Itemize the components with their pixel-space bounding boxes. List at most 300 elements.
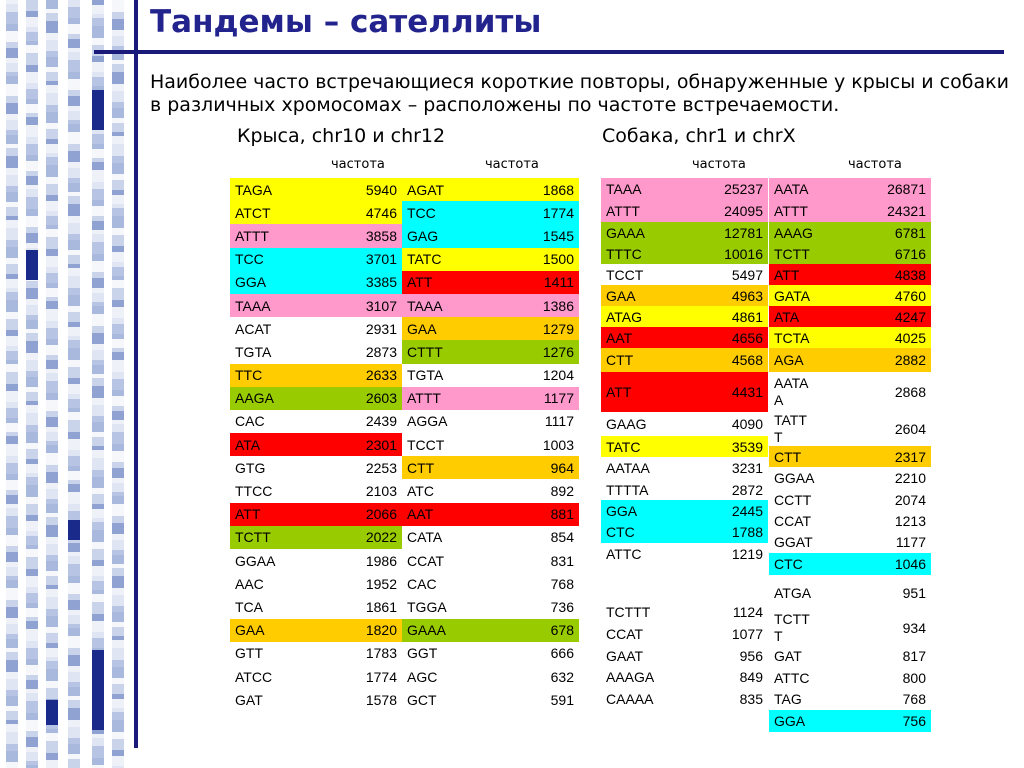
table-row bbox=[230, 271, 402, 294]
table-row bbox=[769, 611, 931, 645]
title-underline bbox=[94, 50, 1004, 54]
repeat-frequency: 956 bbox=[739, 647, 763, 664]
repeat-frequency: 4431 bbox=[731, 384, 763, 400]
repeat-sequence: GGA bbox=[606, 502, 638, 519]
table-row bbox=[769, 264, 931, 285]
repeat-frequency: 4861 bbox=[731, 308, 763, 325]
dog-table-col1 bbox=[601, 178, 768, 710]
repeat-sequence: GGT bbox=[407, 645, 438, 662]
table-row bbox=[601, 623, 768, 645]
repeat-frequency: 2873 bbox=[365, 343, 397, 360]
repeat-sequence: GATA bbox=[774, 287, 811, 304]
repeat-frequency: 2445 bbox=[731, 502, 763, 519]
repeat-sequence: CCAT bbox=[774, 512, 812, 529]
table-row bbox=[769, 327, 931, 348]
table-row bbox=[769, 412, 931, 446]
repeat-frequency: 3107 bbox=[365, 297, 397, 314]
table-row bbox=[230, 178, 402, 201]
repeat-frequency: 4963 bbox=[731, 287, 763, 304]
repeat-sequence: CTT bbox=[606, 352, 634, 368]
rat-col2-freq-label: частота bbox=[485, 157, 539, 172]
table-row bbox=[402, 410, 579, 433]
table-row bbox=[769, 688, 931, 710]
repeat-frequency: 1788 bbox=[731, 524, 763, 540]
repeat-sequence: ATTT bbox=[407, 390, 441, 407]
repeat-frequency: 1386 bbox=[542, 297, 574, 314]
repeat-sequence: GAAG bbox=[606, 416, 647, 432]
repeat-sequence: ATTC bbox=[774, 669, 810, 686]
repeat-frequency: 2103 bbox=[365, 483, 397, 500]
table-row bbox=[230, 201, 402, 224]
repeat-frequency: 831 bbox=[550, 552, 574, 569]
table-row bbox=[769, 710, 931, 732]
repeat-sequence: GAA bbox=[235, 622, 265, 639]
table-row bbox=[601, 306, 768, 327]
repeat-sequence: AGGA bbox=[407, 413, 448, 430]
table-row bbox=[601, 601, 768, 623]
repeat-frequency: 4838 bbox=[894, 266, 926, 283]
dog-heading: Собака, chr1 и chrX bbox=[602, 125, 796, 147]
repeat-frequency: 1124 bbox=[732, 604, 763, 620]
table-row bbox=[230, 688, 402, 711]
repeat-frequency: 736 bbox=[550, 598, 574, 615]
repeat-sequence: TCCT bbox=[606, 266, 644, 283]
repeat-sequence: ATT bbox=[606, 384, 632, 400]
repeat-sequence: TTCC bbox=[235, 483, 273, 500]
repeat-frequency: 25237 bbox=[724, 181, 763, 197]
repeat-frequency: 1774 bbox=[542, 204, 574, 221]
repeat-frequency: 2022 bbox=[365, 529, 397, 546]
repeat-frequency: 6716 bbox=[894, 245, 926, 262]
repeat-sequence: AAT bbox=[606, 329, 633, 346]
gel-lane bbox=[68, 0, 80, 768]
repeat-frequency: 10016 bbox=[724, 245, 763, 262]
repeat-frequency: 2301 bbox=[365, 436, 397, 453]
repeat-frequency: 1774 bbox=[365, 668, 397, 685]
repeat-frequency: 881 bbox=[550, 506, 574, 523]
repeat-sequence: TCC bbox=[235, 251, 264, 268]
repeat-sequence: ATA bbox=[774, 308, 800, 325]
repeat-frequency: 1117 bbox=[544, 413, 574, 430]
table-row bbox=[601, 372, 768, 412]
table-row bbox=[601, 565, 768, 601]
table-row bbox=[230, 479, 402, 502]
table-row bbox=[402, 294, 579, 317]
table-row bbox=[402, 271, 579, 294]
repeat-frequency: 1177 bbox=[895, 534, 926, 550]
rat-col1-freq-label: частота bbox=[331, 157, 385, 172]
repeat-sequence: ATTT bbox=[606, 203, 640, 219]
repeat-frequency: 26871 bbox=[887, 181, 926, 197]
repeat-frequency: 2882 bbox=[894, 352, 926, 368]
table-row bbox=[769, 178, 931, 200]
repeat-sequence: AGA bbox=[774, 352, 804, 368]
gel-band bbox=[92, 90, 104, 130]
table-row bbox=[402, 433, 579, 456]
repeat-sequence: TCTTT bbox=[606, 604, 651, 620]
repeat-frequency: 2931 bbox=[365, 320, 397, 337]
table-row bbox=[402, 340, 579, 363]
table-row bbox=[402, 572, 579, 595]
repeat-frequency: 3385 bbox=[365, 274, 397, 291]
repeat-frequency: 854 bbox=[550, 529, 574, 546]
repeat-frequency: 2210 bbox=[894, 470, 926, 486]
repeat-sequence: GAG bbox=[407, 227, 439, 244]
repeat-sequence: GGAA bbox=[235, 552, 276, 569]
repeat-sequence: TAAA bbox=[606, 181, 642, 197]
rat-table-col1 bbox=[230, 178, 402, 711]
table-row bbox=[230, 224, 402, 247]
repeat-frequency: 1003 bbox=[542, 436, 574, 453]
repeat-frequency: 2317 bbox=[894, 448, 926, 465]
gel-band bbox=[92, 650, 104, 730]
repeat-frequency: 2253 bbox=[365, 459, 397, 476]
repeat-frequency: 24095 bbox=[724, 203, 763, 219]
table-row bbox=[769, 467, 931, 489]
repeat-frequency: 2603 bbox=[365, 390, 397, 407]
repeat-sequence: TCTT bbox=[774, 245, 810, 262]
repeat-sequence: CCAT bbox=[606, 626, 644, 642]
table-row bbox=[402, 665, 579, 688]
table-row bbox=[601, 479, 768, 500]
table-row bbox=[230, 294, 402, 317]
table-row bbox=[402, 549, 579, 572]
repeat-sequence: TATC bbox=[606, 438, 641, 455]
repeat-sequence: GTT bbox=[235, 645, 263, 662]
repeat-sequence: TAGA bbox=[235, 181, 273, 198]
repeat-frequency: 12781 bbox=[724, 224, 763, 241]
slide-title: Тандемы – сателлиты bbox=[150, 4, 542, 40]
repeat-frequency: 1578 bbox=[365, 691, 397, 708]
repeat-frequency: 1077 bbox=[731, 626, 763, 642]
repeat-frequency: 5497 bbox=[731, 266, 763, 283]
repeat-sequence: TCTT T bbox=[774, 611, 810, 644]
repeat-frequency: 24321 bbox=[887, 203, 926, 219]
repeat-sequence: AGC bbox=[407, 668, 438, 685]
table-row bbox=[402, 619, 579, 642]
table-row bbox=[601, 348, 768, 372]
repeat-frequency: 4025 bbox=[894, 329, 926, 346]
repeat-frequency: 4568 bbox=[731, 352, 763, 368]
gel-lane bbox=[112, 0, 124, 768]
table-row bbox=[601, 222, 768, 243]
repeat-sequence: TCTT bbox=[235, 529, 271, 546]
repeat-frequency: 951 bbox=[902, 585, 926, 601]
repeat-sequence: GCT bbox=[407, 691, 437, 708]
table-row bbox=[402, 456, 579, 479]
table-row bbox=[230, 410, 402, 433]
table-row bbox=[601, 178, 768, 200]
table-row bbox=[769, 575, 931, 611]
repeat-frequency: 1177 bbox=[543, 390, 574, 407]
repeat-frequency: 849 bbox=[739, 669, 763, 685]
repeat-sequence: ATGA bbox=[774, 585, 812, 601]
repeat-sequence: AGAT bbox=[407, 181, 445, 198]
table-row bbox=[402, 178, 579, 201]
table-row bbox=[402, 642, 579, 665]
repeat-frequency: 756 bbox=[902, 713, 926, 729]
gel-lane bbox=[6, 0, 18, 768]
table-row bbox=[230, 433, 402, 456]
repeat-frequency: 591 bbox=[550, 691, 574, 708]
repeat-sequence: CTC bbox=[774, 556, 803, 572]
repeat-frequency: 1500 bbox=[542, 251, 574, 268]
table-row bbox=[769, 243, 931, 264]
repeat-sequence: CAC bbox=[235, 413, 265, 430]
repeat-sequence: AATA bbox=[774, 181, 809, 197]
gel-band bbox=[68, 520, 80, 540]
repeat-frequency: 1279 bbox=[542, 320, 574, 337]
repeat-sequence bbox=[601, 565, 683, 601]
repeat-sequence: TGTA bbox=[407, 367, 444, 384]
repeat-frequency: 1861 bbox=[365, 598, 397, 615]
repeat-sequence: AAC bbox=[235, 575, 264, 592]
repeat-frequency: 4760 bbox=[894, 287, 926, 304]
repeat-sequence: ATT bbox=[407, 274, 433, 291]
dog-col1-freq-label: частота bbox=[692, 157, 746, 172]
table-row bbox=[601, 500, 768, 521]
repeat-sequence: GGAA bbox=[774, 470, 815, 486]
gel-band bbox=[46, 700, 58, 725]
table-row bbox=[402, 201, 579, 224]
repeat-sequence: AAGA bbox=[235, 390, 274, 407]
table-row bbox=[769, 553, 931, 575]
repeat-sequence: GAA bbox=[606, 287, 636, 304]
repeat-sequence: GGA bbox=[774, 713, 806, 729]
repeat-frequency: 800 bbox=[902, 669, 926, 686]
table-row bbox=[230, 665, 402, 688]
table-row bbox=[230, 317, 402, 340]
table-row bbox=[601, 457, 768, 479]
repeat-sequence: ATTC bbox=[606, 546, 642, 562]
repeat-sequence: GAA bbox=[407, 320, 437, 337]
repeat-frequency: 3858 bbox=[365, 227, 397, 244]
repeat-sequence: TAG bbox=[774, 691, 802, 707]
repeat-frequency: 1046 bbox=[894, 556, 926, 572]
repeat-sequence: CTT bbox=[774, 448, 802, 465]
repeat-sequence: TCTA bbox=[774, 329, 810, 346]
decorative-gel-strip bbox=[0, 0, 136, 768]
repeat-sequence: GAT bbox=[235, 691, 263, 708]
repeat-sequence: AAT bbox=[407, 506, 434, 523]
table-row bbox=[230, 456, 402, 479]
repeat-sequence: AATA A bbox=[774, 375, 809, 408]
repeat-sequence: GTG bbox=[235, 459, 266, 476]
table-row bbox=[230, 642, 402, 665]
repeat-sequence: ATA bbox=[235, 436, 261, 453]
repeat-sequence: CTTT bbox=[407, 343, 443, 360]
repeat-frequency: 678 bbox=[550, 622, 574, 639]
repeat-frequency: 1986 bbox=[365, 552, 397, 569]
repeat-frequency: 632 bbox=[550, 668, 574, 685]
repeat-frequency: 3539 bbox=[731, 438, 763, 455]
repeat-frequency: 2633 bbox=[365, 367, 397, 384]
table-row bbox=[769, 372, 931, 412]
repeat-sequence: TAAA bbox=[235, 297, 271, 314]
vertical-divider bbox=[134, 0, 138, 748]
rat-heading: Крыса, chr10 и chr12 bbox=[237, 125, 446, 147]
table-row bbox=[230, 526, 402, 549]
repeat-frequency: 4090 bbox=[731, 416, 763, 432]
repeat-sequence: TTC bbox=[235, 367, 263, 384]
table-row bbox=[230, 619, 402, 642]
repeat-sequence: ATT bbox=[235, 506, 261, 523]
table-row bbox=[769, 285, 931, 306]
repeat-frequency: 4746 bbox=[365, 204, 397, 221]
repeat-frequency: 768 bbox=[550, 575, 574, 592]
table-row bbox=[769, 446, 931, 467]
table-row bbox=[601, 645, 768, 666]
repeat-frequency: 1204 bbox=[542, 367, 574, 384]
table-row bbox=[402, 595, 579, 618]
table-row bbox=[402, 479, 579, 502]
table-row bbox=[230, 248, 402, 271]
table-row bbox=[601, 412, 768, 436]
repeat-frequency: 817 bbox=[902, 648, 926, 664]
repeat-sequence: TAAA bbox=[407, 297, 443, 314]
repeat-sequence: CAC bbox=[407, 575, 437, 592]
repeat-frequency: 1276 bbox=[542, 343, 574, 360]
repeat-frequency: 1868 bbox=[542, 181, 574, 198]
repeat-sequence: ATCT bbox=[235, 204, 271, 221]
repeat-frequency: 2066 bbox=[365, 506, 397, 523]
repeat-sequence: ATAG bbox=[606, 308, 643, 325]
repeat-frequency: 1545 bbox=[542, 227, 574, 244]
table-row bbox=[230, 503, 402, 526]
repeat-sequence: GAAA bbox=[606, 224, 645, 241]
table-row bbox=[769, 645, 931, 667]
table-row bbox=[601, 200, 768, 222]
repeat-sequence: TCC bbox=[407, 204, 436, 221]
repeat-sequence: ATTT bbox=[774, 203, 808, 219]
table-row bbox=[402, 688, 579, 711]
table-row bbox=[769, 306, 931, 327]
table-row bbox=[402, 364, 579, 387]
repeat-frequency: 1783 bbox=[365, 645, 397, 662]
repeat-sequence: AAAGA bbox=[606, 669, 655, 685]
table-row bbox=[402, 317, 579, 340]
repeat-frequency: 2868 bbox=[894, 384, 926, 400]
table-row bbox=[601, 285, 768, 306]
repeat-frequency: 2439 bbox=[365, 413, 397, 430]
table-row bbox=[769, 200, 931, 222]
repeat-frequency: 5940 bbox=[365, 181, 397, 198]
repeat-frequency: 3231 bbox=[731, 460, 763, 476]
repeat-sequence: TTTTA bbox=[606, 481, 649, 498]
repeat-frequency: 1820 bbox=[365, 622, 397, 639]
repeat-sequence: ATTT bbox=[235, 227, 269, 244]
repeat-sequence: ATC bbox=[407, 483, 434, 500]
repeat-frequency: 964 bbox=[550, 459, 574, 476]
repeat-frequency: 3701 bbox=[365, 251, 397, 268]
repeat-frequency: 2872 bbox=[731, 481, 763, 498]
repeat-sequence: TGGA bbox=[407, 598, 447, 615]
repeat-sequence: ATT bbox=[774, 266, 800, 283]
table-row bbox=[769, 222, 931, 243]
repeat-sequence: TCCT bbox=[407, 436, 445, 453]
repeat-sequence: CTT bbox=[407, 459, 435, 476]
repeat-sequence: TTTC bbox=[606, 245, 642, 262]
table-row bbox=[769, 510, 931, 531]
repeat-sequence: TCA bbox=[235, 598, 263, 615]
dog-col2-freq-label: частота bbox=[848, 157, 902, 172]
repeat-sequence: ACAT bbox=[235, 320, 272, 337]
repeat-sequence: GGAT bbox=[774, 534, 813, 550]
table-row bbox=[601, 243, 768, 264]
table-row bbox=[601, 264, 768, 285]
table-row bbox=[601, 543, 768, 565]
table-row bbox=[230, 549, 402, 572]
table-row bbox=[769, 489, 931, 510]
table-row bbox=[601, 436, 768, 457]
repeat-sequence: TATT T bbox=[774, 412, 807, 445]
gel-lane bbox=[26, 0, 38, 768]
repeat-sequence: CCAT bbox=[407, 552, 445, 569]
table-row bbox=[402, 526, 579, 549]
repeat-sequence: GAAA bbox=[407, 622, 446, 639]
repeat-frequency: 934 bbox=[902, 620, 926, 636]
repeat-frequency: 4656 bbox=[731, 329, 763, 346]
table-row bbox=[769, 667, 931, 688]
repeat-sequence: CTC bbox=[606, 524, 635, 540]
table-row bbox=[402, 503, 579, 526]
repeat-sequence: GAT bbox=[774, 648, 802, 664]
table-row bbox=[601, 327, 768, 348]
repeat-frequency: 1213 bbox=[894, 512, 926, 529]
repeat-frequency: 666 bbox=[550, 645, 574, 662]
table-row bbox=[230, 595, 402, 618]
repeat-sequence: GAAT bbox=[606, 647, 644, 664]
table-row bbox=[230, 387, 402, 410]
repeat-frequency: 2604 bbox=[894, 421, 926, 437]
table-row bbox=[402, 387, 579, 410]
slide-subtitle: Наиболее часто встречающиеся короткие повторы, обнаруженные у крысы и собаки в различных хромосомах – расположены по частоте встречаемости. bbox=[150, 71, 1009, 116]
repeat-frequency: 2074 bbox=[894, 491, 926, 508]
repeat-sequence: CCTT bbox=[774, 491, 812, 508]
dog-table-col2 bbox=[769, 178, 931, 732]
repeat-sequence: AATAA bbox=[606, 460, 650, 476]
repeat-sequence: TGTA bbox=[235, 343, 272, 360]
repeat-sequence: TATC bbox=[407, 251, 442, 268]
rat-table-col2 bbox=[402, 178, 579, 711]
table-row bbox=[230, 572, 402, 595]
table-row bbox=[230, 340, 402, 363]
gel-band bbox=[26, 250, 38, 280]
repeat-sequence: GGA bbox=[235, 274, 267, 291]
gel-lane bbox=[46, 0, 58, 768]
repeat-sequence: CAAAA bbox=[606, 691, 654, 707]
repeat-frequency: 835 bbox=[739, 691, 763, 707]
table-row bbox=[769, 348, 931, 372]
table-row bbox=[601, 666, 768, 688]
table-row bbox=[769, 531, 931, 553]
table-row bbox=[402, 248, 579, 271]
repeat-frequency: 892 bbox=[550, 483, 574, 500]
repeat-sequence: CATA bbox=[407, 529, 443, 546]
table-row bbox=[601, 688, 768, 710]
table-row bbox=[402, 224, 579, 247]
repeat-frequency: 1219 bbox=[731, 546, 763, 562]
repeat-frequency bbox=[683, 565, 768, 601]
table-row bbox=[230, 364, 402, 387]
repeat-frequency: 768 bbox=[902, 691, 926, 707]
repeat-frequency: 1952 bbox=[365, 575, 397, 592]
repeat-sequence: AAAG bbox=[774, 224, 813, 241]
repeat-frequency: 6781 bbox=[894, 224, 926, 241]
table-row bbox=[601, 521, 768, 543]
repeat-frequency: 1411 bbox=[543, 274, 574, 291]
repeat-frequency: 4247 bbox=[894, 308, 926, 325]
